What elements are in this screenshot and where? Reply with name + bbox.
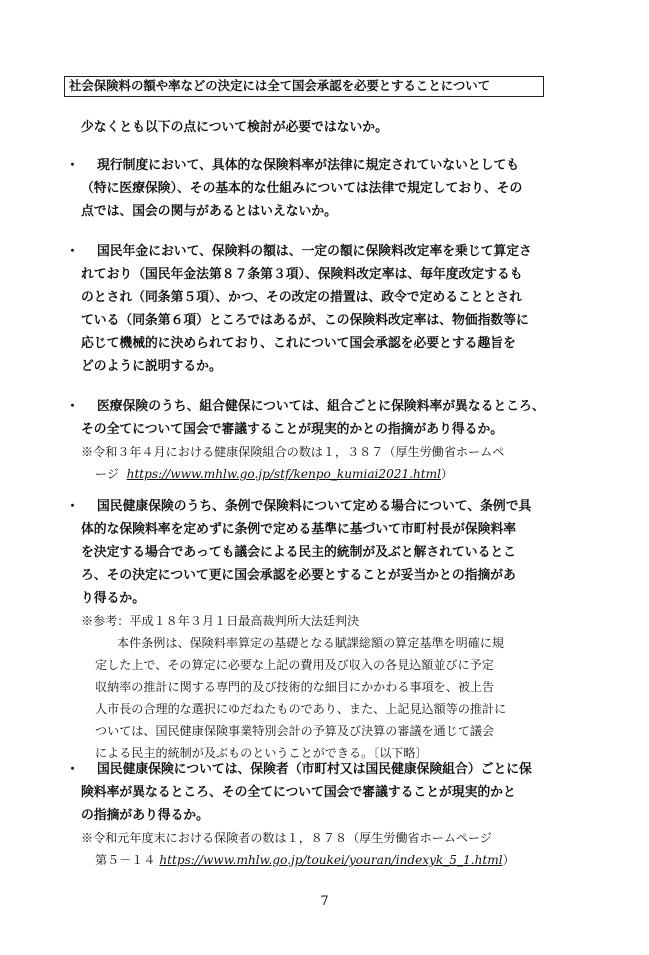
item-note: ※令和元年度末における保険者の数は１，８７８（厚生労働省ホームページ xyxy=(81,831,492,845)
note-close: ） xyxy=(502,853,515,867)
item-line: 応じて機械的に決められており、これについて国会承認を必要とする趣旨を xyxy=(81,336,516,351)
note-text: 第５－１４ xyxy=(95,853,156,867)
item-line: （特に医療保険）、その基本的な仕組みについては法律で規定しており、その xyxy=(81,181,523,196)
page-number: 7 xyxy=(320,894,329,909)
item-line: 現行制度において、具体的な保険料率が法律に規定されていないとしても xyxy=(97,158,520,173)
item-line: 体的な保険料率を定めずに条例で定める基準に基づいて市町村長が保険料率 xyxy=(81,522,517,537)
reference-link[interactable]: https://www.mhlw.go.jp/toukei/youran/indexyk_5_1.html xyxy=(159,853,503,867)
item-line: 点では、国会の関与があるとはいえないか。 xyxy=(81,204,337,219)
item-line: ろ、その決定について更に国会承認を必要とすることが妥当かとの指摘があ xyxy=(81,568,516,583)
bullet-mark: ・ xyxy=(66,244,80,259)
reference-link[interactable]: https://www.mhlw.go.jp/stf/kenpo_kumiai2021.html xyxy=(126,467,442,481)
bullet-mark: ・ xyxy=(66,499,80,514)
item-line: り得るか。 xyxy=(81,591,145,606)
item-line: 国民健康保険については、保険者（市町村又は国民健康保険組合）ごとに保 xyxy=(97,762,532,777)
item-note-continuation xyxy=(81,463,566,485)
item-line: の指摘があり得るか。 xyxy=(81,808,209,823)
reference-citation: ※参考：平成１８年３月１日最高裁判所大法廷判決 xyxy=(81,614,360,628)
note-text: ージ xyxy=(95,467,119,481)
item-line: その全てについて国会で審議することが現実的かとの指摘があり得るか。 xyxy=(81,422,504,437)
quote-line: 定した上で、その算定に必要な上記の費用及び収入の各見込額並びに予定 xyxy=(95,658,494,672)
item-line: 国民健康保険のうち、条例で保険料について定める場合について、条例で具 xyxy=(97,499,532,514)
item-line: ている（同条第６項）ところではあるが、この保険料改定率は、物価指数等に xyxy=(81,313,529,328)
item-line: どのように説明するか。 xyxy=(81,359,222,374)
item-line: のとされ（同条第５項）、かつ、その改定の措置は、政令で定めることとされ xyxy=(81,290,522,305)
bullet-mark: ・ xyxy=(66,158,80,173)
item-line: 険料率が異なるところ、その全てについて国会で審議することが現実的かと xyxy=(81,785,516,800)
bullet-mark: ・ xyxy=(66,762,80,777)
item-note-continuation xyxy=(81,849,566,871)
intro-text: 少なくとも以下の点について検討が必要ではないか。 xyxy=(81,120,388,135)
item-line: を決定する場合であっても議会による民主的統制が及ぶと解されているとこ xyxy=(81,545,516,560)
bullet-mark: ・ xyxy=(66,399,80,414)
quote-line: 収納率の推計に関する専門的及び技術的な細目にかかわる事項を、被上告 xyxy=(95,680,495,694)
section-title: 社会保険料の額や率などの決定には全て国会承認を必要とすることについて xyxy=(64,76,544,97)
item-line: れており（国民年金法第８７条第３項）、保険料改定率は、毎年度改定するも xyxy=(81,267,523,282)
item-line: 国民年金において、保険料の額は、一定の額に保険料改定率を乗じて算定さ xyxy=(97,244,532,259)
quote-line: 人市長の合理的な選択にゆだねたものであり、また、上記見込額等の推計に xyxy=(95,702,507,716)
quote-line: 本件条例は、保険料率算定の基礎となる賦課総額の算定基準を明確に規 xyxy=(117,636,505,650)
note-close: ） xyxy=(441,467,454,481)
item-line: 医療保険のうち、組合健保については、組合ごとに保険料率が異なるところ、 xyxy=(97,399,545,414)
quote-line: ついては、国民健康保険事業特別会計の予算及び決算の審議を通じて議会 xyxy=(95,724,495,738)
quote-line: による民主的統制が及ぶものということができる。〔以下略〕 xyxy=(95,746,428,760)
item-note: ※令和３年４月における健康保険組合の数は１，３８７（厚生労働省ホームペ xyxy=(81,445,505,459)
